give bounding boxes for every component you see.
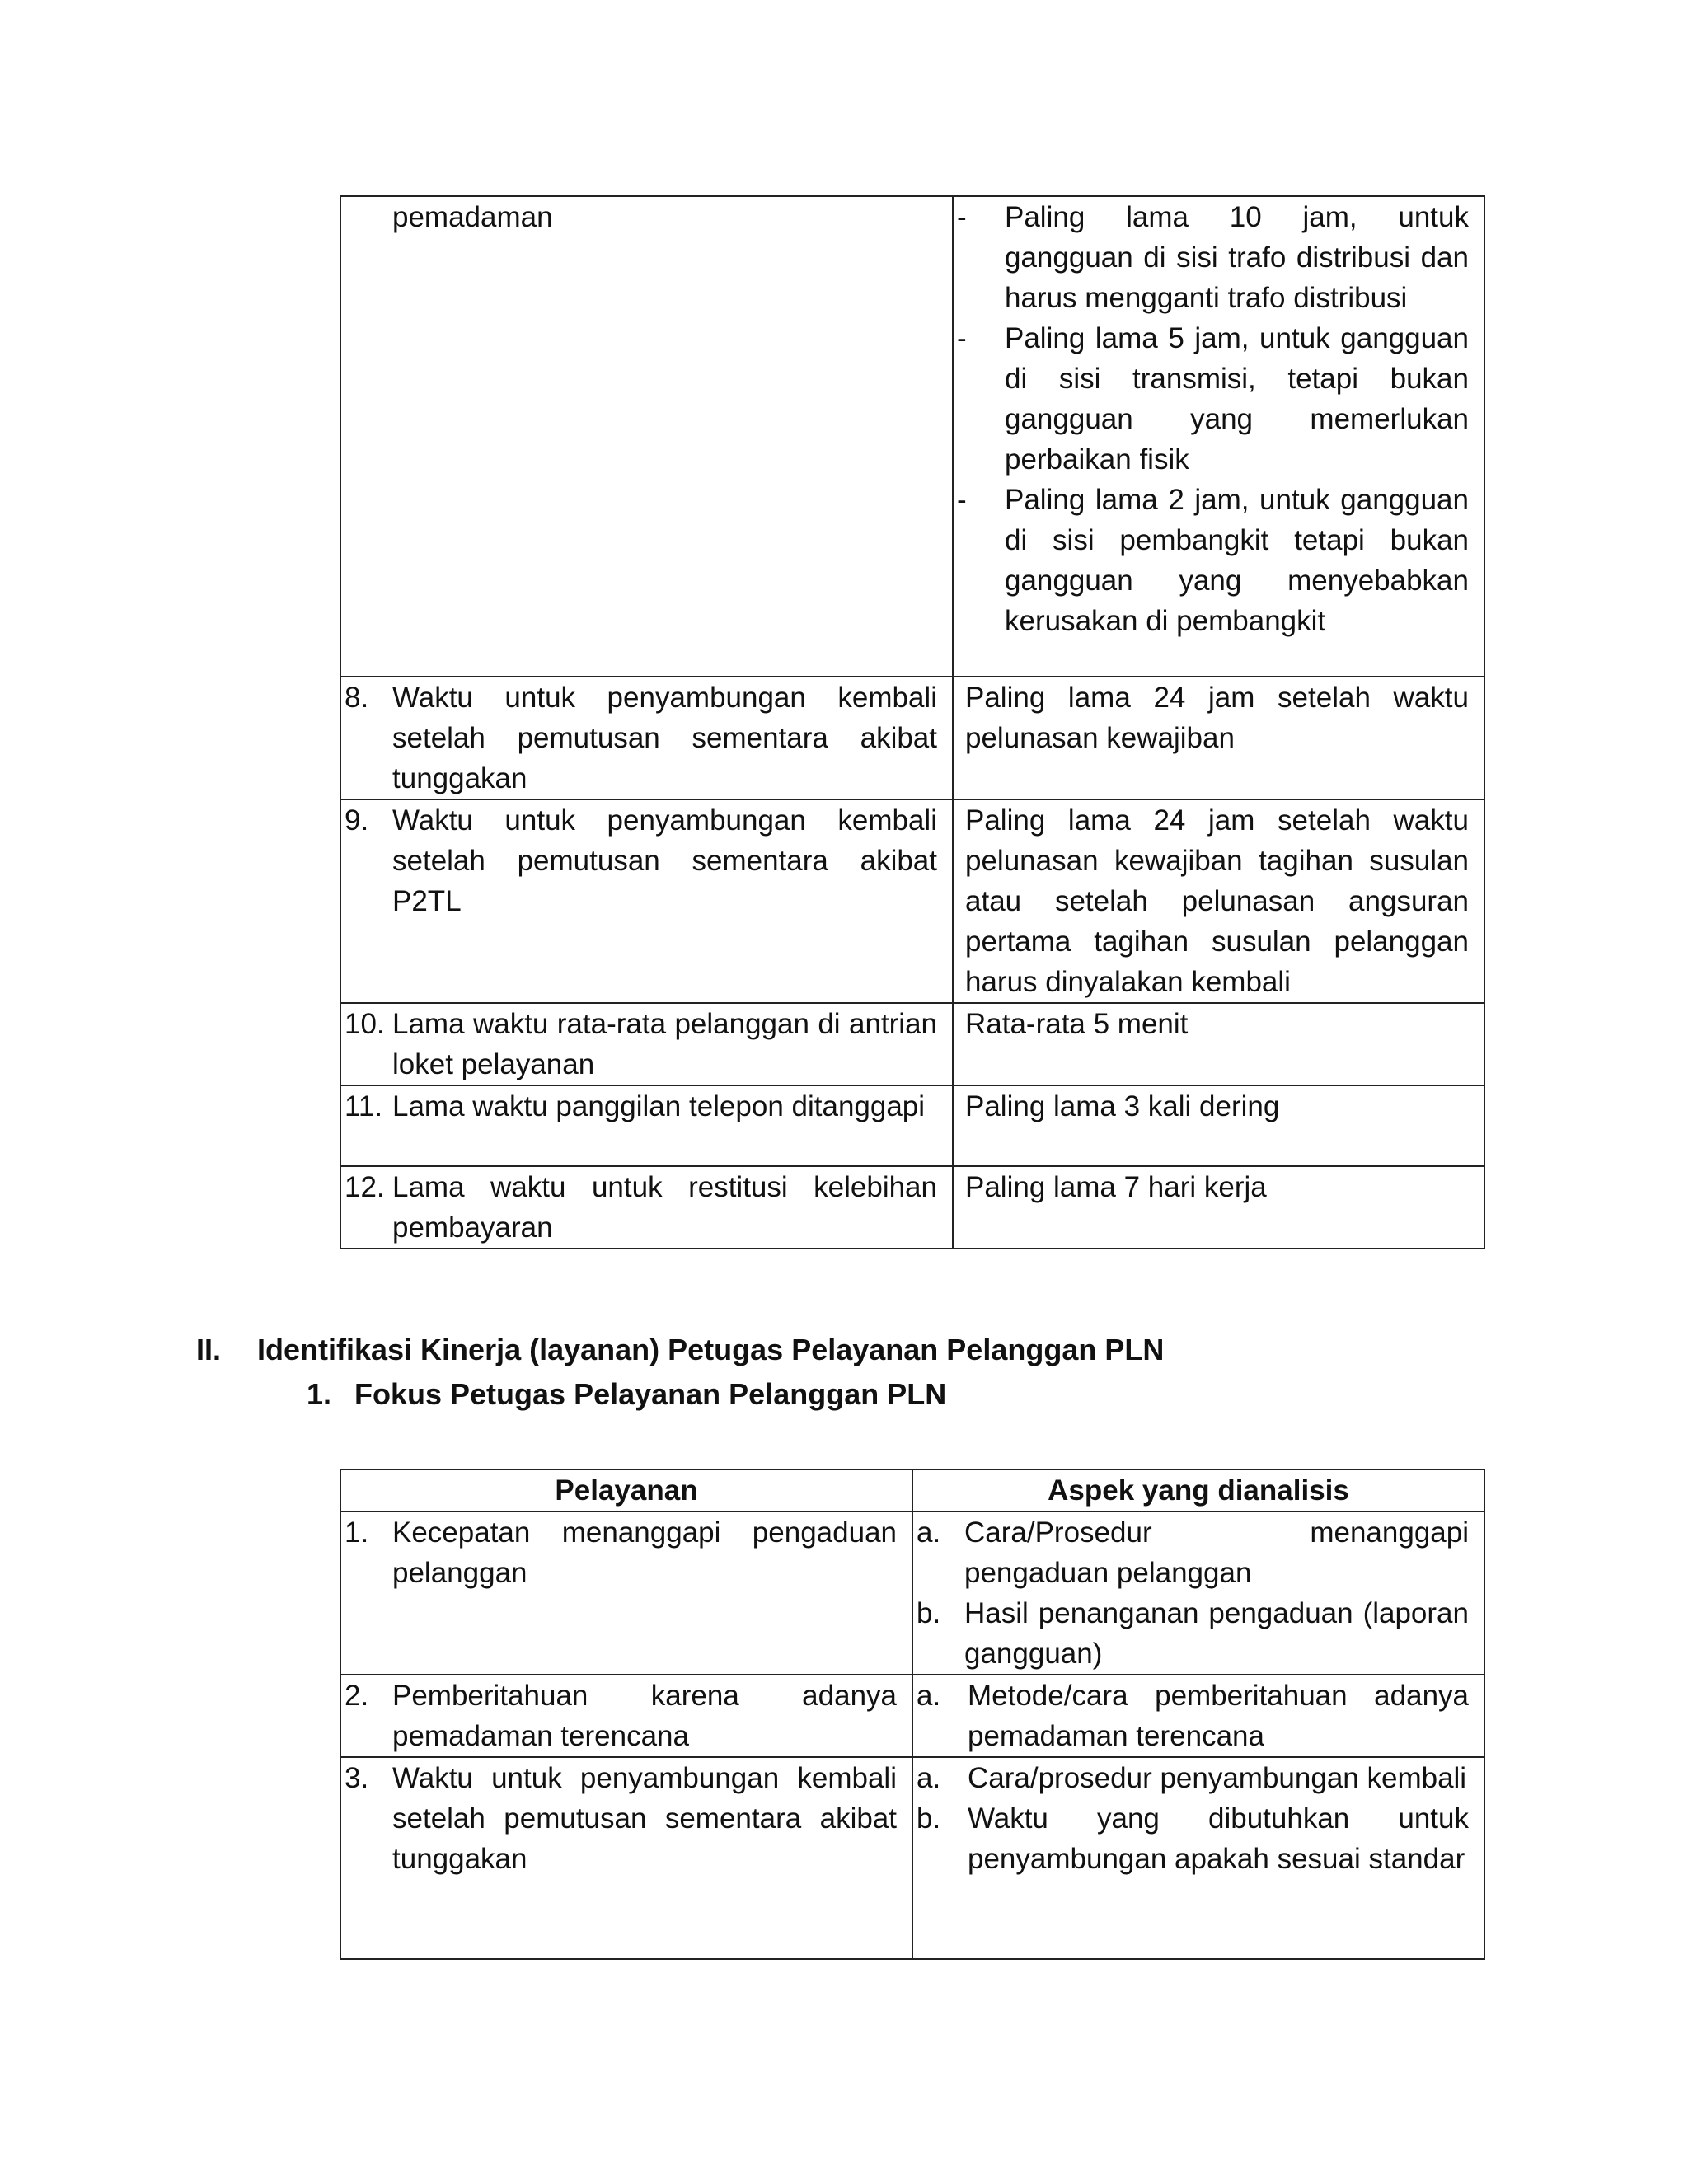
standard-text: Paling lama 7 hari kerja [965, 1171, 1267, 1203]
service-text: Waktu untuk penyambungan kembali setelah pemutusan sementara akibat tunggakan [392, 1762, 897, 1875]
service-text: Waktu untuk penyambungan kembali setelah pemutusan sementara akibat tunggakan [392, 682, 937, 794]
service-text: Kecepatan menanggapi pengaduan pelanggan [392, 1516, 897, 1589]
aspect-text: Cara/Prosedur menanggapi pengaduan pelanggan [964, 1516, 1469, 1589]
service-focus-table [340, 1469, 1485, 1960]
row-number: 2. [345, 1680, 369, 1712]
row-number: 8. [345, 682, 369, 714]
aspect-text: Hasil penanganan pengaduan (laporan gangguan) [964, 1597, 1469, 1670]
row-number: 1. [345, 1516, 369, 1549]
list-item [954, 480, 1484, 641]
standard-text: Paling lama 3 kali dering [965, 1090, 1280, 1122]
section-roman-numeral: II. [196, 1333, 222, 1366]
service-cell [340, 196, 953, 677]
service-cell [340, 1675, 912, 1757]
row-number: 3. [345, 1762, 369, 1794]
list-item [913, 1675, 1484, 1756]
aspect-letter: a. [917, 1762, 941, 1794]
list-item [954, 318, 1484, 480]
service-cell [340, 1166, 953, 1249]
section-heading [196, 1329, 1164, 1371]
table-row [340, 677, 1484, 799]
aspect-letter: a. [917, 1516, 941, 1549]
service-cell [340, 1003, 953, 1085]
subsection-heading [307, 1374, 946, 1415]
table-row [340, 1003, 1484, 1085]
service-text: Lama waktu rata-rata pelanggan di antrian loket pelayanan [392, 1008, 937, 1080]
section-title: Identifikasi Kinerja (layanan) Petugas Pelayanan Pelanggan PLN [257, 1333, 1165, 1366]
standard-item-text: Paling lama 10 jam, untuk gangguan di sisi trafo distribusi dan harus mengganti trafo distribusi [1005, 201, 1469, 314]
aspect-cell [912, 1511, 1484, 1675]
standard-text: Paling lama 24 jam setelah waktu pelunasan kewajiban [965, 682, 1469, 754]
service-standards-table [340, 195, 1485, 1249]
aspect-text: Waktu yang dibutuhkan untuk penyambungan apakah sesuai standar [968, 1802, 1469, 1875]
aspect-letter: b. [917, 1802, 941, 1835]
table-row [340, 196, 1484, 677]
service-cell [340, 799, 953, 1003]
aspect-letter: b. [917, 1597, 941, 1629]
service-text: Lama waktu untuk restitusi kelebihan pembayaran [392, 1171, 937, 1244]
subsection-number: 1. [307, 1377, 332, 1411]
row-number: 12. [345, 1171, 385, 1203]
service-cell [340, 1757, 912, 1959]
row-number: 10. [345, 1008, 385, 1040]
standard-item-text: Paling lama 2 jam, untuk gangguan di sisi pembangkit tetapi bukan gangguan yang menyebabkan kerusakan di pembangkit [1005, 484, 1469, 637]
column-header: Aspek yang dianalisis [912, 1469, 1484, 1511]
list-item [913, 1512, 1484, 1593]
dash-marker: - [957, 322, 967, 354]
table-header-row [340, 1469, 1484, 1511]
table-row [340, 1085, 1484, 1166]
row-number: 11. [345, 1090, 383, 1122]
list-item [913, 1593, 1484, 1674]
dash-marker: - [957, 484, 967, 516]
standard-list [954, 197, 1484, 641]
service-cell [340, 677, 953, 799]
aspect-list [913, 1512, 1484, 1674]
service-text: Waktu untuk penyambungan kembali setelah pemutusan sementara akibat P2TL [392, 804, 937, 917]
table-row [340, 1511, 1484, 1675]
aspect-cell [912, 1757, 1484, 1959]
standard-cell [953, 1085, 1484, 1166]
list-item [913, 1798, 1484, 1879]
dash-marker: - [957, 201, 967, 233]
standard-text: Paling lama 24 jam setelah waktu pelunasan kewajiban tagihan susulan atau setelah pelunasan angsuran pertama tagihan susulan pelanggan harus dinyalakan kembali [965, 804, 1469, 998]
aspect-text: Cara/prosedur penyambungan kembali [968, 1762, 1467, 1794]
column-header: Pelayanan [340, 1469, 912, 1511]
list-item [954, 197, 1484, 318]
standard-cell [953, 1166, 1484, 1249]
table-row [340, 1166, 1484, 1249]
service-text: Pemberitahuan karena adanya pemadaman terencana [392, 1680, 897, 1752]
standard-cell [953, 799, 1484, 1003]
standard-item-text: Paling lama 5 jam, untuk gangguan di sisi transmisi, tetapi bukan gangguan yang memerlukan perbaikan fisik [1005, 322, 1469, 476]
standard-cell [953, 1003, 1484, 1085]
aspect-text: Metode/cara pemberitahuan adanya pemadaman terencana [968, 1680, 1469, 1752]
standard-cell [953, 196, 1484, 677]
subsection-title: Fokus Petugas Pelayanan Pelanggan PLN [354, 1377, 947, 1411]
table-row [340, 799, 1484, 1003]
list-item [913, 1758, 1484, 1798]
standard-cell [953, 677, 1484, 799]
aspect-list [913, 1758, 1484, 1879]
table-row [340, 1757, 1484, 1959]
service-text: pemadaman [392, 201, 553, 233]
aspect-cell [912, 1675, 1484, 1757]
aspect-letter: a. [917, 1680, 941, 1712]
service-cell [340, 1085, 953, 1166]
row-number: 9. [345, 804, 369, 837]
table-row [340, 1675, 1484, 1757]
service-cell [340, 1511, 912, 1675]
aspect-list [913, 1675, 1484, 1756]
standard-text: Rata-rata 5 menit [965, 1008, 1189, 1040]
service-text: Lama waktu panggilan telepon ditanggapi [392, 1090, 926, 1122]
